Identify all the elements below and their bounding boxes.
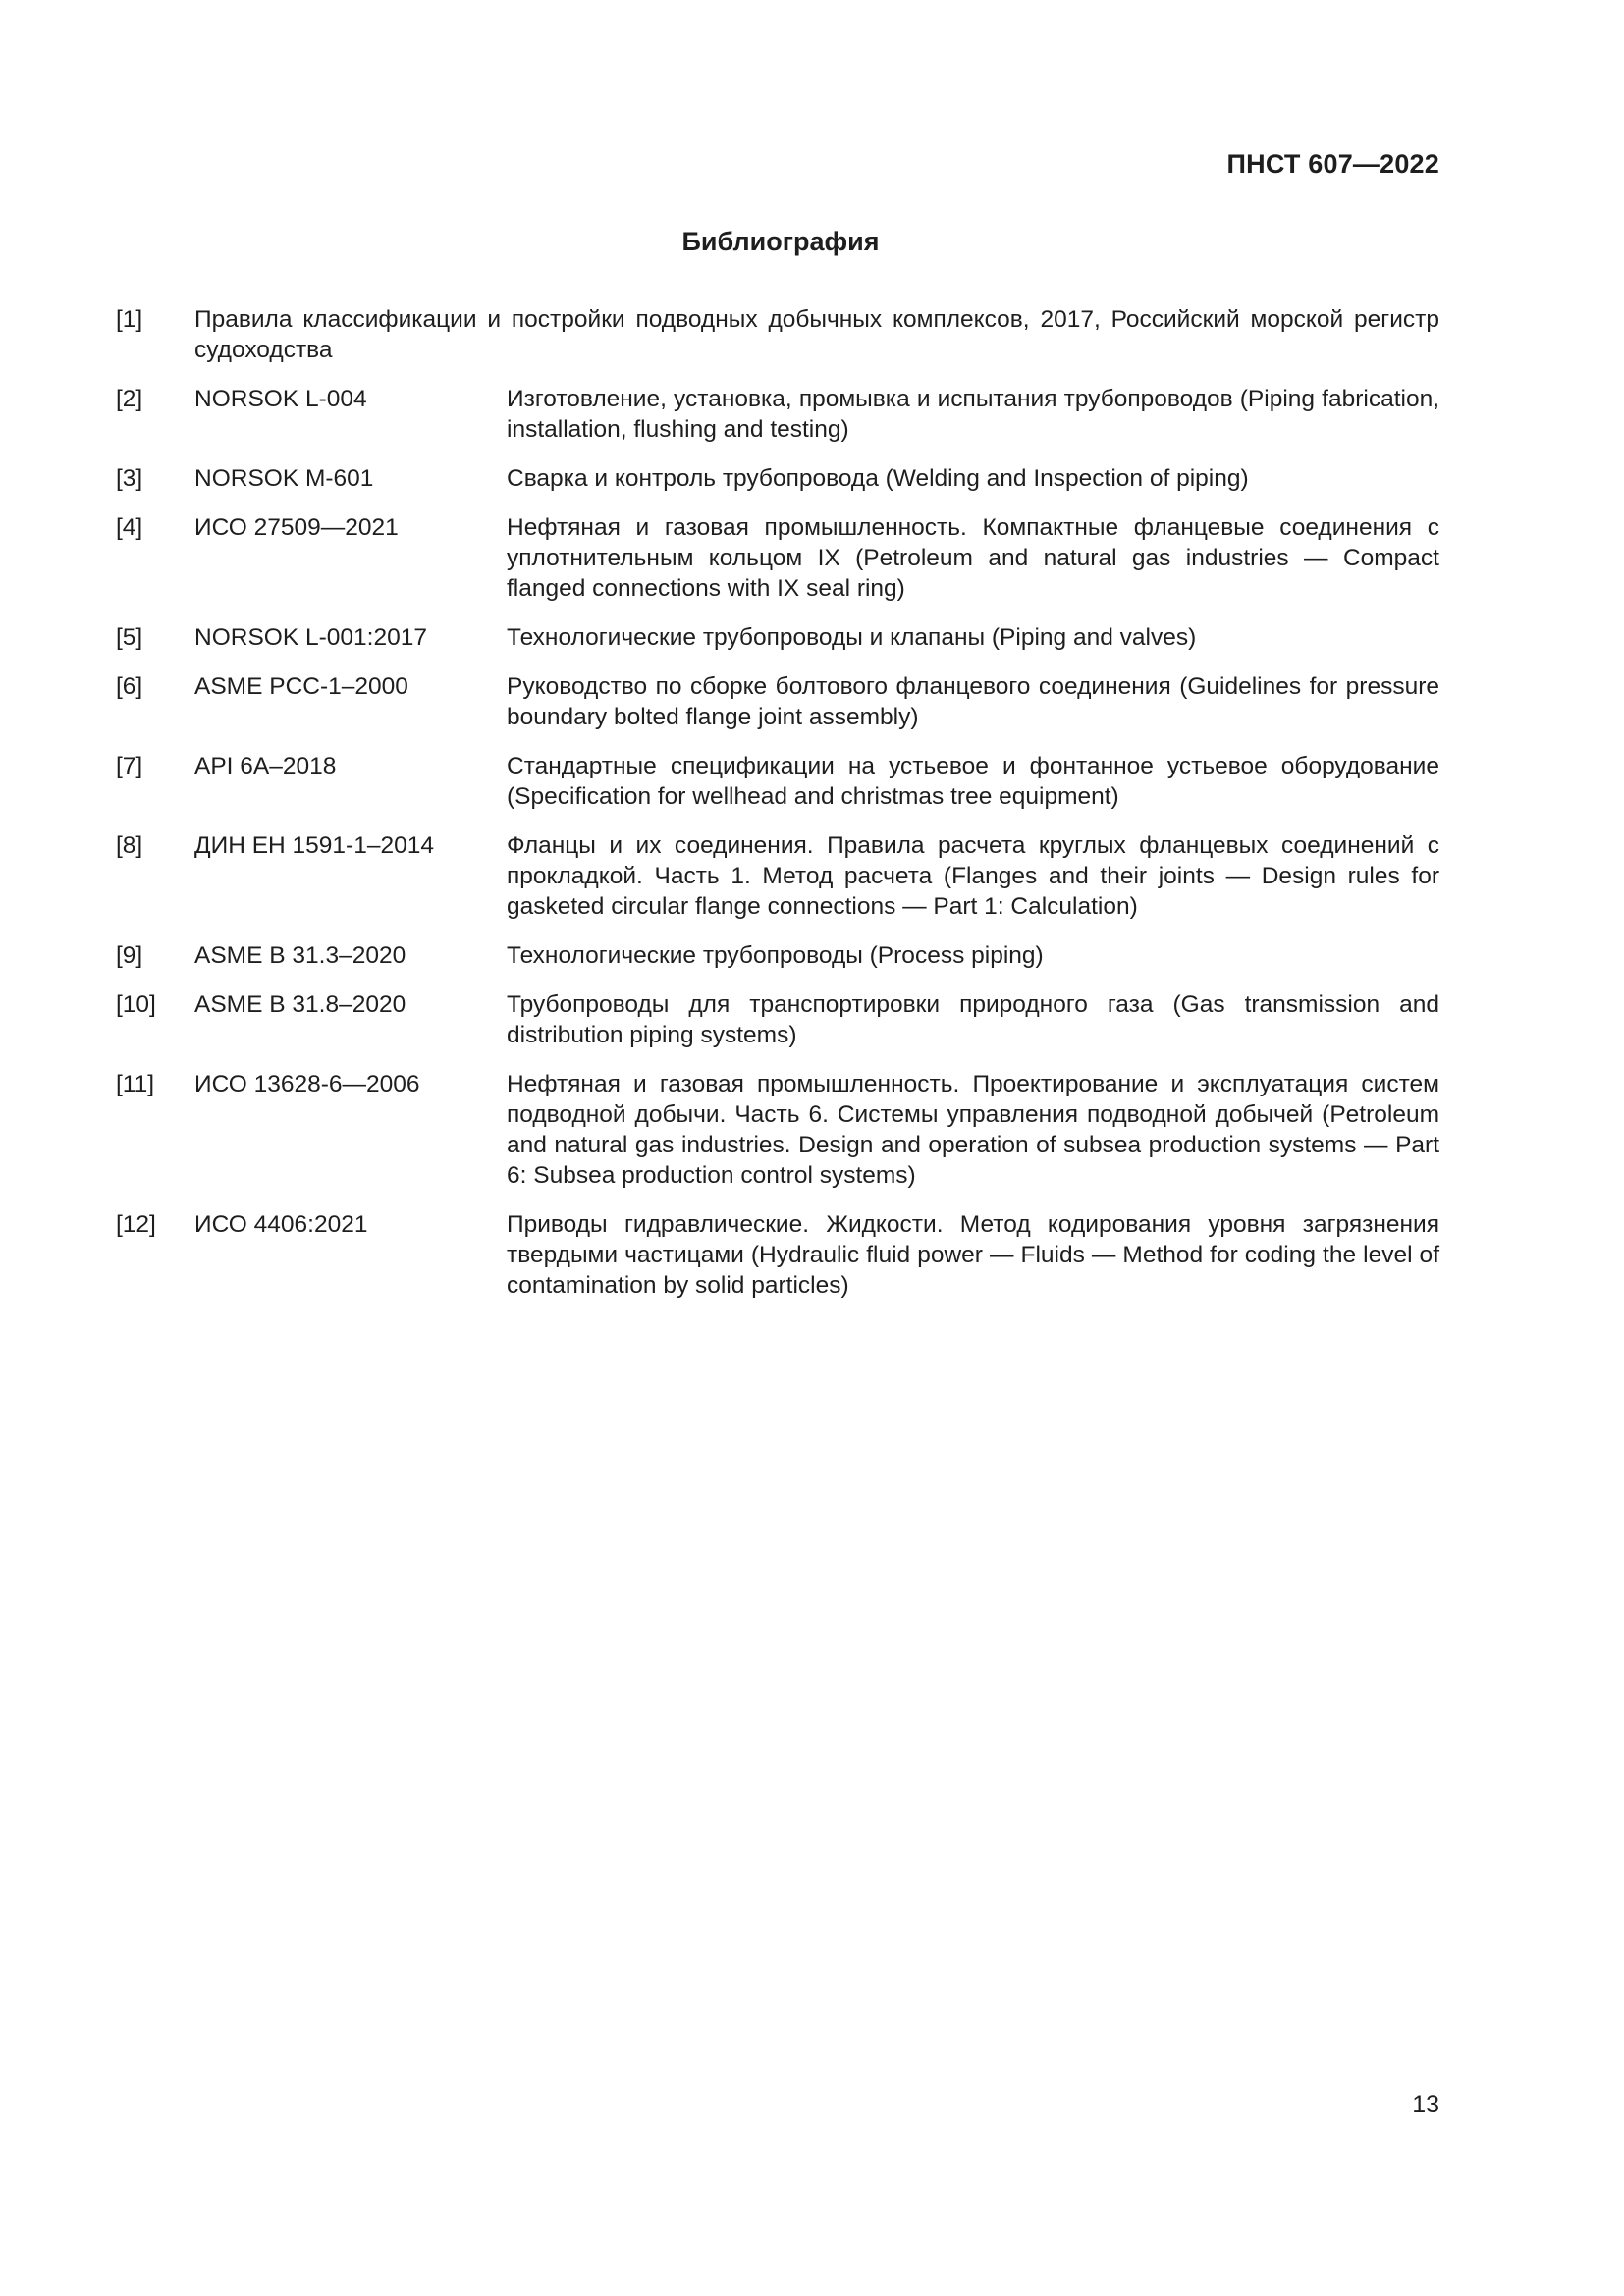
entry-number: [10] xyxy=(116,991,156,1018)
entry-number: [12] xyxy=(116,1211,156,1238)
entry-title: Нефтяная и газовая промышленность. Проектирование и эксплуатация систем подводной добычи. Часть 6. Системы управления подводной добычей (Petroleum and natural gas industries. Design and operation of subsea production systems — Part 6: Subsea production control systems) xyxy=(507,1071,1439,1189)
entry-title: Технологические трубопроводы и клапаны (Piping and valves) xyxy=(507,624,1197,651)
bibliography-entry xyxy=(116,751,1439,812)
entry-standard-code: NORSOK M-601 xyxy=(194,465,374,492)
entry-number: [5] xyxy=(116,624,143,651)
entry-standard-code: ASME PCC-1–2000 xyxy=(194,673,408,700)
document-code: ПНСТ 607—2022 xyxy=(1226,149,1439,179)
entry-title: Правила классификации и постройки подводных добычных комплексов, 2017, Российский морской регистр судоходства xyxy=(194,306,1439,363)
entry-standard-code: ASME B 31.8–2020 xyxy=(194,991,406,1018)
bibliography-entry xyxy=(116,940,1439,971)
entry-number: [7] xyxy=(116,753,143,779)
entry-title: Руководство по сборке болтового фланцевого соединения (Guidelines for pressure boundary bolted flange joint assembly) xyxy=(507,673,1439,730)
entry-number: [3] xyxy=(116,465,143,492)
entry-standard-code: ASME B 31.3–2020 xyxy=(194,942,406,969)
page-number: 13 xyxy=(1412,2091,1439,2118)
entry-title: Сварка и контроль трубопровода (Welding and Inspection of piping) xyxy=(507,465,1249,492)
entry-standard-code: NORSOK L-004 xyxy=(194,386,367,412)
bibliography-entry xyxy=(116,384,1439,445)
entry-standard-code: ИСО 13628-6—2006 xyxy=(194,1071,420,1097)
entry-number: [11] xyxy=(116,1071,155,1097)
entry-title: Стандартные спецификации на устьевое и фонтанное устьевое оборудование (Specification for wellhead and christmas tree equipment) xyxy=(507,753,1439,810)
entry-title: Нефтяная и газовая промышленность. Компактные фланцевые соединения с уплотнительным кольцом IX (Petroleum and natural gas industries — Compact flanged connections with IX seal ring) xyxy=(507,514,1439,602)
entry-standard-code: ИСО 4406:2021 xyxy=(194,1211,368,1238)
bibliography-entry xyxy=(116,1069,1439,1191)
section-title: Библиография xyxy=(681,227,880,256)
entry-title: Фланцы и их соединения. Правила расчета круглых фланцевых соединений с прокладкой. Часть 1. Метод расчета (Flanges and their joints — Design rules for gasketed circular flange connections — Part 1: Calculation) xyxy=(507,832,1439,920)
entry-standard-code: ИСО 27509—2021 xyxy=(194,514,399,541)
entry-standard-code: ДИН ЕН 1591-1–2014 xyxy=(194,832,434,859)
entry-standard-code: NORSOK L-001:2017 xyxy=(194,624,427,651)
entry-number: [1] xyxy=(116,306,143,333)
entry-title: Изготовление, установка, промывка и испытания трубопроводов (Piping fabrication, installation, flushing and testing) xyxy=(507,386,1439,443)
entry-title: Трубопроводы для транспортировки природного газа (Gas transmission and distribution piping systems) xyxy=(507,991,1439,1048)
entry-title: Приводы гидравлические. Жидкости. Метод кодирования уровня загрязнения твердыми частицами (Hydraulic fluid power — Fluids — Method for coding the level of contamination by solid particles) xyxy=(507,1211,1439,1299)
bibliography-entry xyxy=(116,463,1439,494)
bibliography-entry xyxy=(116,830,1439,922)
bibliography-list xyxy=(116,304,1439,1319)
entry-title: Технологические трубопроводы (Process piping) xyxy=(507,942,1044,969)
bibliography-entry xyxy=(116,304,1439,365)
bibliography-entry xyxy=(116,989,1439,1050)
entry-number: [2] xyxy=(116,386,143,412)
entry-number: [9] xyxy=(116,942,143,969)
bibliography-entry xyxy=(116,622,1439,653)
bibliography-entry xyxy=(116,671,1439,732)
entry-number: [6] xyxy=(116,673,143,700)
entry-number: [8] xyxy=(116,832,143,859)
bibliography-entry xyxy=(116,1209,1439,1301)
entry-number: [4] xyxy=(116,514,143,541)
entry-standard-code: API 6A–2018 xyxy=(194,753,337,779)
bibliography-entry xyxy=(116,512,1439,604)
